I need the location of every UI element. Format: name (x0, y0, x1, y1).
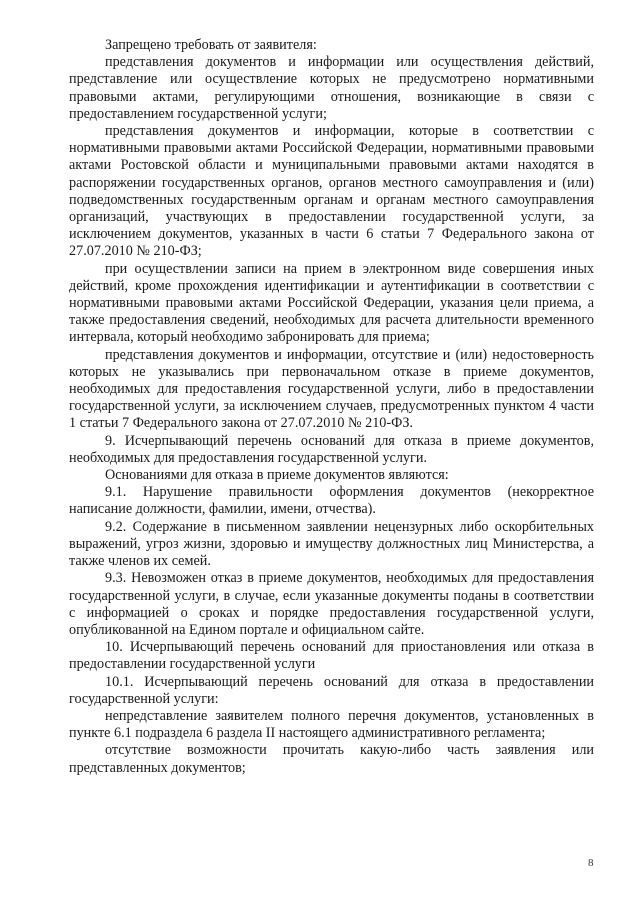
paragraph-section-10-1: 10.1. Исчерпывающий перечень оснований для отказа в предоставлении государственной услуги: (69, 673, 594, 707)
paragraph-section-10-heading: 10. Исчерпывающий перечень оснований для приостановления или отказа в предоставлении государственной услуги (69, 639, 594, 673)
paragraph-prohibition-3: при осуществлении записи на прием в электронном виде совершения иных действий, кроме прохождения идентификации и аутентификации в соответствии с нормативными правовыми актами Российской Федерации, указания цели приема, а также предоставления сведений, необходимых для расчета длительности временного интервала, который необходимо забронировать для приема; (69, 260, 594, 346)
paragraph-section-9-heading: 9. Исчерпывающий перечень оснований для отказа в приеме документов, необходимых для предоставления государственной услуги. (69, 432, 594, 466)
paragraph-section-10-1-item-2: отсутствие возможности прочитать какую-либо часть заявления или представленных документов; (69, 742, 594, 776)
paragraph-prohibition-2: представления документов и информации, которые в соответствии с нормативными правовыми актами Российской Федерации, нормативными правовыми актами Ростовской области и муниципальными правовыми актами находятся в распоряжении государственных органов, органов местного самоуправления и (или) подведомственных государственным органам и органам местного самоуправления организаций, участвующих в предоставлении государственной услуги, за исключением документов, указанных в части 6 статьи 7 Федерального закона от 27.07.2010 № 210-ФЗ; (69, 123, 594, 260)
paragraph-prohibition-1: представления документов и информации или осуществления действий, представление или осуществление которых не предусмотрено нормативными правовыми актами, регулирующими отношения, возникающие в связи с предоставлением государственной услуги; (69, 54, 594, 122)
paragraph-prohibition-4: представления документов и информации, отсутствие и (или) недостоверность которых не указывались при первоначальном отказе в приеме документов, необходимых для предоставления государственной услуги, либо в предоставлении государственной услуги, за исключением случаев, предусмотренных пунктом 4 части 1 статьи 7 Федерального закона от 27.07.2010 № 210-ФЗ. (69, 346, 594, 432)
paragraph-section-9-intro: Основаниями для отказа в приеме документов являются: (105, 467, 449, 484)
paragraph-section-9-2: 9.2. Содержание в письменном заявлении нецензурных либо оскорбительных выражений, угроз жизни, здоровью и имуществу должностных лиц Министерства, а также членов их семей. (69, 518, 594, 570)
page-number: 8 (588, 857, 594, 869)
paragraph-section-9-3: 9.3. Невозможен отказ в приеме документов, необходимых для предоставления государственной услуги, в случае, если указанные документы поданы в соответствии с информацией о сроках и порядке предоставления государственной услуги, опубликованной на Едином портале и официальном сайте. (69, 570, 594, 638)
document-body (69, 37, 594, 777)
paragraph-section-10-1-item-1: непредставление заявителем полного перечня документов, установленных в пункте 6.1 подраздела 6 раздела II настоящего административного регламента; (69, 707, 594, 742)
paragraph-prohibition-intro: Запрещено требовать от заявителя: (105, 37, 317, 53)
paragraph-section-9-1: 9.1. Нарушение правильности оформления документов (некорректное написание должности, фамилии, имени, отчества). (69, 484, 594, 518)
